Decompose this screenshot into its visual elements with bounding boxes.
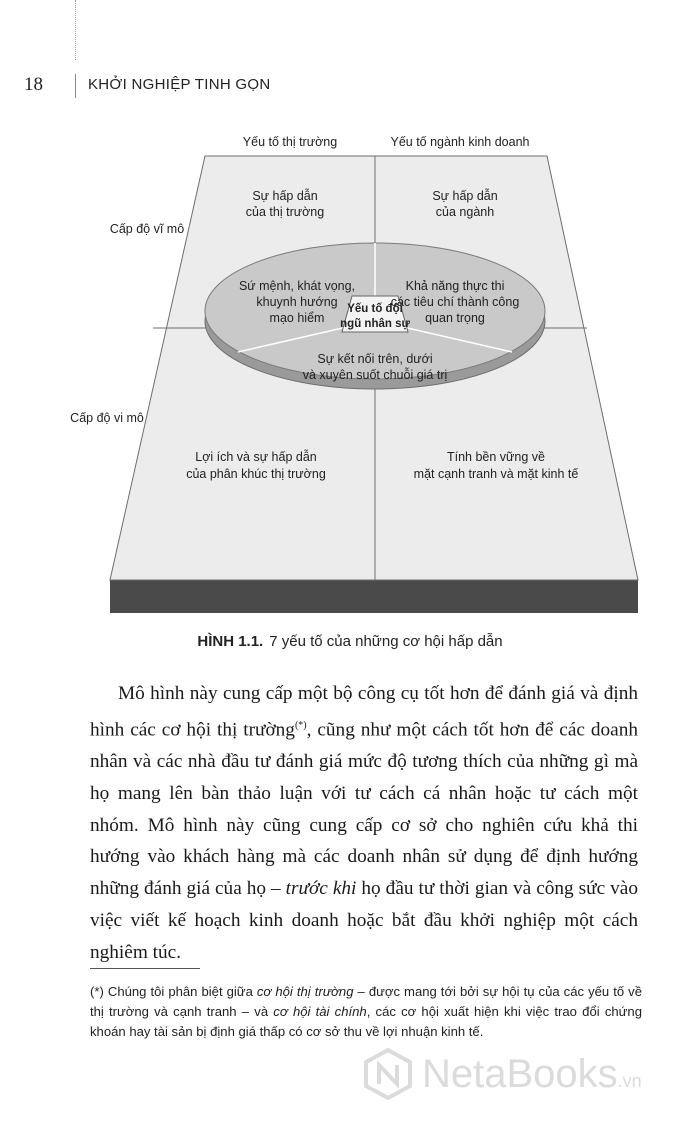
- watermark-text: NetaBooks.vn: [422, 1052, 642, 1096]
- footnote-t3: , các cơ hội xuất hiện khi việc trao đổi chứng khoán hay tài sản bị định giá thấp có cơ sở thu về lợi nhuận kinh tế.: [90, 1004, 642, 1039]
- footnote-mark: (*): [90, 984, 104, 999]
- header-divider: [75, 74, 76, 98]
- quadrant-tr-line1: Sự hấp dẫn: [432, 189, 498, 203]
- watermark: [362, 1044, 682, 1104]
- footnote-rule: [90, 968, 200, 969]
- ellipse-right-line3: quan trọng: [425, 311, 485, 325]
- label-market-factors: Yếu tố thị trường: [242, 135, 338, 149]
- label-micro-level: Cấp độ vi mô: [70, 411, 144, 425]
- ellipse-left-line3: mạo hiểm: [269, 311, 325, 325]
- page-edge-dots: [75, 0, 76, 60]
- label-industry-factors: Yếu tố ngành kinh doanh: [390, 135, 530, 149]
- label-macro-level: Cấp độ vĩ mô: [109, 222, 185, 236]
- body-part1: Mô hình này cung cấp một bộ công cụ tốt hơn để đánh giá và định hình các cơ hội thị trường: [90, 683, 638, 741]
- quadrant-br-line2: mặt cạnh tranh và mặt kinh tế: [413, 467, 579, 481]
- body-part3: họ đầu tư thời gian và công sức vào việc viết kế hoạch kinh doanh hoặc bắt đầu khởi nghiệp một cách nghiêm túc.: [90, 878, 638, 963]
- body-paragraph: [90, 678, 638, 969]
- quadrant-tl-line1: Sự hấp dẫn: [252, 189, 318, 203]
- center-box-line1: Yếu tố đội: [347, 303, 403, 315]
- ellipse-bottom-line1: Sự kết nối trên, dưới: [317, 352, 433, 366]
- footnote-t1: Chúng tôi phân biệt giữa: [107, 984, 257, 999]
- body-part2: , cũng như một cách tốt hơn để các doanh nhân và các nhà đầu tư đánh giá mức độ tương thích của những gì mà họ mang lên bàn thảo luận với tư cách cá nhân hoặc tư cách một nhóm. Mô hình này cũng cung cấp cơ sở cho nghiên cứu khả thi hướng vào khách hàng mà các doanh nhân sử dụng để định hướng những đánh giá của họ –: [90, 719, 638, 900]
- footnote-t2: – được mang tới bởi sự hội tụ của các yếu tố về thị trường và cạnh tranh – và: [90, 984, 642, 1019]
- ellipse-right-line2: các tiêu chí thành công: [390, 295, 520, 309]
- running-title: KHỞI NGHIỆP TINH GỌN: [88, 76, 271, 93]
- footnote-reference: (*): [294, 719, 307, 731]
- caption-label: HÌNH 1.1.: [197, 633, 264, 650]
- quadrant-tl-line2: của thị trường: [245, 205, 325, 219]
- ellipse-left-line1: Sứ mệnh, khát vọng,: [238, 279, 356, 293]
- footnote-i1: cơ hội thị trường: [256, 984, 354, 999]
- center-box-line2: ngũ nhân sự: [340, 318, 410, 330]
- quadrant-tr-line2: của ngành: [435, 205, 495, 219]
- caption-text: 7 yếu tố của những cơ hội hấp dẫn: [269, 633, 503, 650]
- body-italic: trước khi: [285, 878, 357, 900]
- base-front: [110, 580, 638, 613]
- figure-diagram: [0, 120, 700, 620]
- page-number: 18: [24, 74, 43, 95]
- footnote-i2: cơ hội tài chính: [273, 1004, 367, 1019]
- quadrant-bl-line1: Lợi ích và sự hấp dẫn: [195, 450, 317, 464]
- quadrant-bl-line2: của phân khúc thị trường: [186, 467, 326, 481]
- quadrant-br-line1: Tính bền vững về: [446, 450, 546, 464]
- netabooks-logo-icon: [362, 1048, 414, 1100]
- figure-caption: [0, 633, 700, 650]
- ellipse-bottom-line2: và xuyên suốt chuỗi giá trị: [302, 368, 448, 382]
- ellipse-right-line1: Khả năng thực thi: [405, 279, 505, 293]
- footnote: [90, 982, 642, 1042]
- ellipse-left-line2: khuynh hướng: [256, 295, 338, 309]
